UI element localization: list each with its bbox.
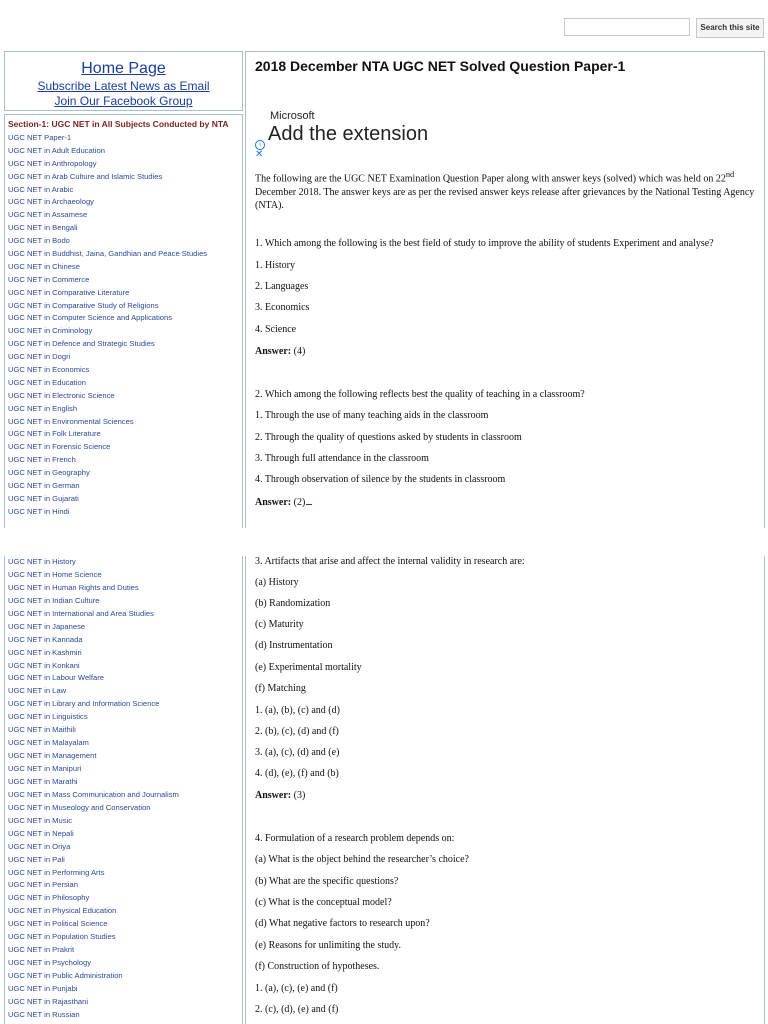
question-text: 2. Through the quality of questions asked by students in classroom — [255, 432, 522, 443]
sidebar-item[interactable]: UGC NET in Comparative Study of Religions — [8, 300, 159, 310]
sidebar-item[interactable]: UGC NET in Labour Welfare — [8, 673, 104, 683]
question-text: (e) Experimental mortality — [255, 662, 362, 673]
sidebar-item[interactable]: UGC NET in Defence and Strategic Studies — [8, 339, 155, 349]
post-content — [245, 51, 765, 528]
intro-text-rest: December 2018. The answer keys are as per the revised answer keys release after grievances by the National Testing Agency (NTA). — [255, 186, 755, 212]
ad-headline[interactable]: Add the extension — [268, 123, 429, 145]
sidebar-item[interactable]: UGC NET in Economics — [8, 365, 90, 375]
post-title: 2018 December NTA UGC NET Solved Question Paper-1 — [255, 58, 626, 74]
ad-close-icon[interactable]: ✕ — [255, 149, 264, 160]
sidebar-item[interactable]: UGC NET in Dogri — [8, 352, 71, 362]
sidebar-item[interactable]: UGC NET in Electronic Science — [8, 390, 115, 400]
sidebar-item[interactable]: UGC NET in Marathi — [8, 776, 78, 786]
sidebar-item[interactable]: UGC NET in Prakrit — [8, 945, 75, 955]
question-text: (d) Instrumentation — [255, 640, 333, 651]
answer-value: (4) — [291, 346, 306, 357]
post-intro — [255, 168, 759, 213]
sidebar-item[interactable]: UGC NET in Oriya — [8, 841, 71, 851]
sidebar-item[interactable]: UGC NET in Malayalam — [8, 738, 89, 748]
underline-mark — [306, 496, 312, 505]
sidebar-item[interactable]: UGC NET in International and Area Studies — [8, 608, 154, 618]
answer-label: Answer: — [255, 790, 292, 801]
sidebar-item[interactable]: UGC NET in Mass Communication and Journalism — [8, 789, 179, 799]
search-site-button[interactable]: Search this site — [696, 18, 764, 38]
question-text: 4. Science — [255, 324, 297, 335]
sidebar-item[interactable]: UGC NET in Criminology — [8, 326, 93, 336]
intro-superscript: nd — [725, 170, 735, 179]
sidebar-item[interactable]: UGC NET in English — [8, 403, 78, 413]
question-text: 4. Formulation of a research problem depends on: — [255, 833, 455, 844]
sidebar-item[interactable]: UGC NET in French — [8, 455, 76, 465]
question-text: 4. (d), (e), (f) and (b) — [255, 768, 339, 779]
sidebar-item[interactable]: UGC NET in Linguistics — [8, 712, 88, 722]
question-text: (b) What are the specific questions? — [255, 876, 399, 887]
intro-text: The following are the UGC NET Examination Question Paper along with answer keys (solved) which was held on 22 — [255, 173, 726, 185]
sidebar-item[interactable]: UGC NET in Political Science — [8, 919, 108, 929]
sidebar-item[interactable]: UGC NET in Gujarati — [8, 493, 79, 503]
question-text: 3. (a), (c), (d) and (e) — [255, 747, 340, 758]
answer-label: Answer: — [255, 346, 292, 357]
question-text: (b) Randomization — [255, 598, 331, 609]
answer-value: (2) — [291, 497, 306, 508]
question-text: 1. Through the use of many teaching aids in the classroom — [255, 410, 489, 421]
sidebar-item[interactable]: UGC NET in Arabic — [8, 184, 74, 194]
sidebar-item[interactable]: UGC NET in Library and Information Science — [8, 699, 160, 709]
sidebar-item[interactable]: UGC NET in Physical Education — [8, 906, 117, 916]
question-text: 3. Economics — [255, 302, 310, 313]
question-text: 4. Through observation of silence by the students in classroom — [255, 474, 506, 485]
question-text: 1. History — [255, 260, 295, 271]
ad-info-icon[interactable]: i — [255, 140, 265, 150]
answer-line — [255, 790, 305, 801]
sidebar-item[interactable]: UGC NET in Kannada — [8, 634, 83, 644]
sidebar-item[interactable]: UGC NET in Geography — [8, 468, 90, 478]
answer-value: (3) — [291, 790, 306, 801]
sidebar-item[interactable]: UGC NET in Konkani — [8, 660, 80, 670]
question-text: (c) Maturity — [255, 619, 304, 630]
section-title: Section-1: UGC NET in All Subjects Conducted by NTA — [8, 119, 229, 129]
sidebar-item[interactable]: UGC NET in Philosophy — [8, 893, 90, 903]
sidebar-item[interactable]: UGC NET in History — [8, 557, 76, 566]
question-text: 3. Through full attendance in the classroom — [255, 453, 429, 464]
sidebar-item[interactable]: UGC NET Paper-1 — [8, 133, 72, 142]
sidebar-item[interactable]: UGC NET in Human Rights and Duties — [8, 582, 139, 592]
sidebar-item[interactable]: UGC NET in Indian Culture — [8, 595, 100, 605]
question-text: 3. Artifacts that arise and affect the internal validity in research are: — [255, 556, 525, 567]
top-bar — [0, 0, 768, 50]
question-text: 2. (b), (c), (d) and (f) — [255, 726, 339, 737]
sidebar-item[interactable]: UGC NET in Russian — [8, 1009, 80, 1019]
sidebar-item[interactable]: UGC NET in Bodo — [8, 236, 70, 246]
sidebar-item[interactable]: UGC NET in Assamese — [8, 210, 88, 220]
sidebar-item[interactable]: UGC NET in Bengali — [8, 223, 78, 233]
sidebar-item[interactable]: UGC NET in Maithili — [8, 725, 76, 735]
sidebar-item[interactable]: UGC NET in Manipuri — [8, 764, 82, 773]
sidebar-item[interactable]: UGC NET in Comparative Literature — [8, 287, 130, 297]
sidebar-item[interactable]: UGC NET in Museology and Conservation — [8, 802, 151, 812]
sidebar-item[interactable]: UGC NET in Arab Culture and Islamic Studies — [8, 171, 163, 181]
sidebar-item[interactable]: UGC NET in Law — [8, 686, 67, 696]
sidebar-item[interactable]: UGC NET in Buddhist, Jaina, Gandhian and Peace Studies — [8, 249, 208, 259]
sidebar-item[interactable]: UGC NET in German — [8, 481, 80, 491]
sidebar-item[interactable]: UGC NET in Hindi — [8, 506, 70, 516]
sidebar-item[interactable]: UGC NET in Chinese — [8, 261, 81, 271]
sidebar-item[interactable]: UGC NET in Management — [8, 751, 97, 761]
question-text: 2. (c), (d), (e) and (f) — [255, 1004, 339, 1015]
sidebar-item[interactable]: UGC NET in Environmental Sciences — [8, 416, 134, 426]
subscribe-link[interactable]: Subscribe Latest News as Email — [37, 79, 210, 93]
sidebar-item[interactable]: UGC NET in Population Studies — [8, 932, 116, 942]
question-text: (e) Reasons for unlimiting the study. — [255, 940, 401, 951]
question-text: (f) Matching — [255, 683, 306, 694]
sidebar-item[interactable]: UGC NET in Computer Science and Applications — [8, 313, 173, 323]
sidebar-item[interactable]: UGC NET in Folk Literature — [8, 429, 101, 439]
facebook-group-link[interactable]: Join Our Facebook Group — [54, 94, 193, 108]
sidebar-item[interactable]: UGC NET in Nepali — [8, 828, 74, 838]
sidebar-item[interactable]: UGC NET in Persian — [8, 880, 78, 890]
sidebar-item[interactable]: UGC NET in Performing Arts — [8, 867, 105, 877]
sidebar-item[interactable]: UGC NET in Commerce — [8, 274, 90, 284]
question-text: (a) History — [255, 577, 299, 588]
site-search-input[interactable] — [564, 18, 690, 36]
ad-brand: Microsoft — [270, 110, 315, 122]
sidebar-item[interactable]: UGC NET in Forensic Science — [8, 442, 111, 452]
sidebar-item[interactable]: UGC NET in Adult Education — [8, 145, 105, 155]
question-text: 1. (a), (c), (e) and (f) — [255, 983, 338, 994]
question-text: 1. Which among the following is the best field of study to improve the ability of students Experiment and analyse? — [255, 238, 714, 249]
question-text: (a) What is the object behind the researcher’s choice? — [255, 854, 469, 865]
sidebar-item[interactable]: UGC NET in Punjabi — [8, 983, 78, 993]
question-text: (d) What negative factors to research upon? — [255, 918, 430, 929]
sidebar-item[interactable]: UGC NET in Education — [8, 377, 86, 387]
sidebar-item[interactable]: UGC NET in Japanese — [8, 621, 86, 631]
sidebar-nav-bottom — [4, 556, 243, 1024]
answer-line — [255, 346, 305, 357]
question-text: (c) What is the conceptual model? — [255, 897, 392, 908]
home-page-link[interactable]: Home Page — [81, 60, 166, 77]
answer-line — [255, 496, 312, 508]
post-content-continued — [245, 556, 765, 1024]
sidebar-item[interactable]: UGC NET in Home Science — [8, 569, 102, 579]
sidebar-nav-top — [4, 114, 243, 528]
question-text: (f) Construction of hypotheses. — [255, 961, 380, 972]
question-text: 1. (a), (b), (c) and (d) — [255, 705, 340, 716]
sidebar-item[interactable]: UGC NET in Music — [8, 815, 72, 825]
sidebar-item[interactable]: UGC NET in Public Administration — [8, 971, 123, 980]
sidebar-links-box — [4, 51, 243, 111]
sidebar-item[interactable]: UGC NET in Psychology — [8, 958, 91, 968]
question-text: 2. Which among the following reflects best the quality of teaching in a classroom? — [255, 389, 585, 400]
answer-label: Answer: — [255, 497, 292, 508]
sidebar-item[interactable]: UGC NET in Archaeology — [8, 197, 94, 207]
sidebar-item[interactable]: UGC NET in Kashmiri — [8, 647, 82, 657]
sidebar-item[interactable]: UGC NET in Pali — [8, 854, 65, 864]
sidebar-item[interactable]: UGC NET in Anthropology — [8, 158, 97, 168]
question-text: 2. Languages — [255, 281, 309, 292]
sidebar-item[interactable]: UGC NET in Rajasthani — [8, 996, 89, 1006]
